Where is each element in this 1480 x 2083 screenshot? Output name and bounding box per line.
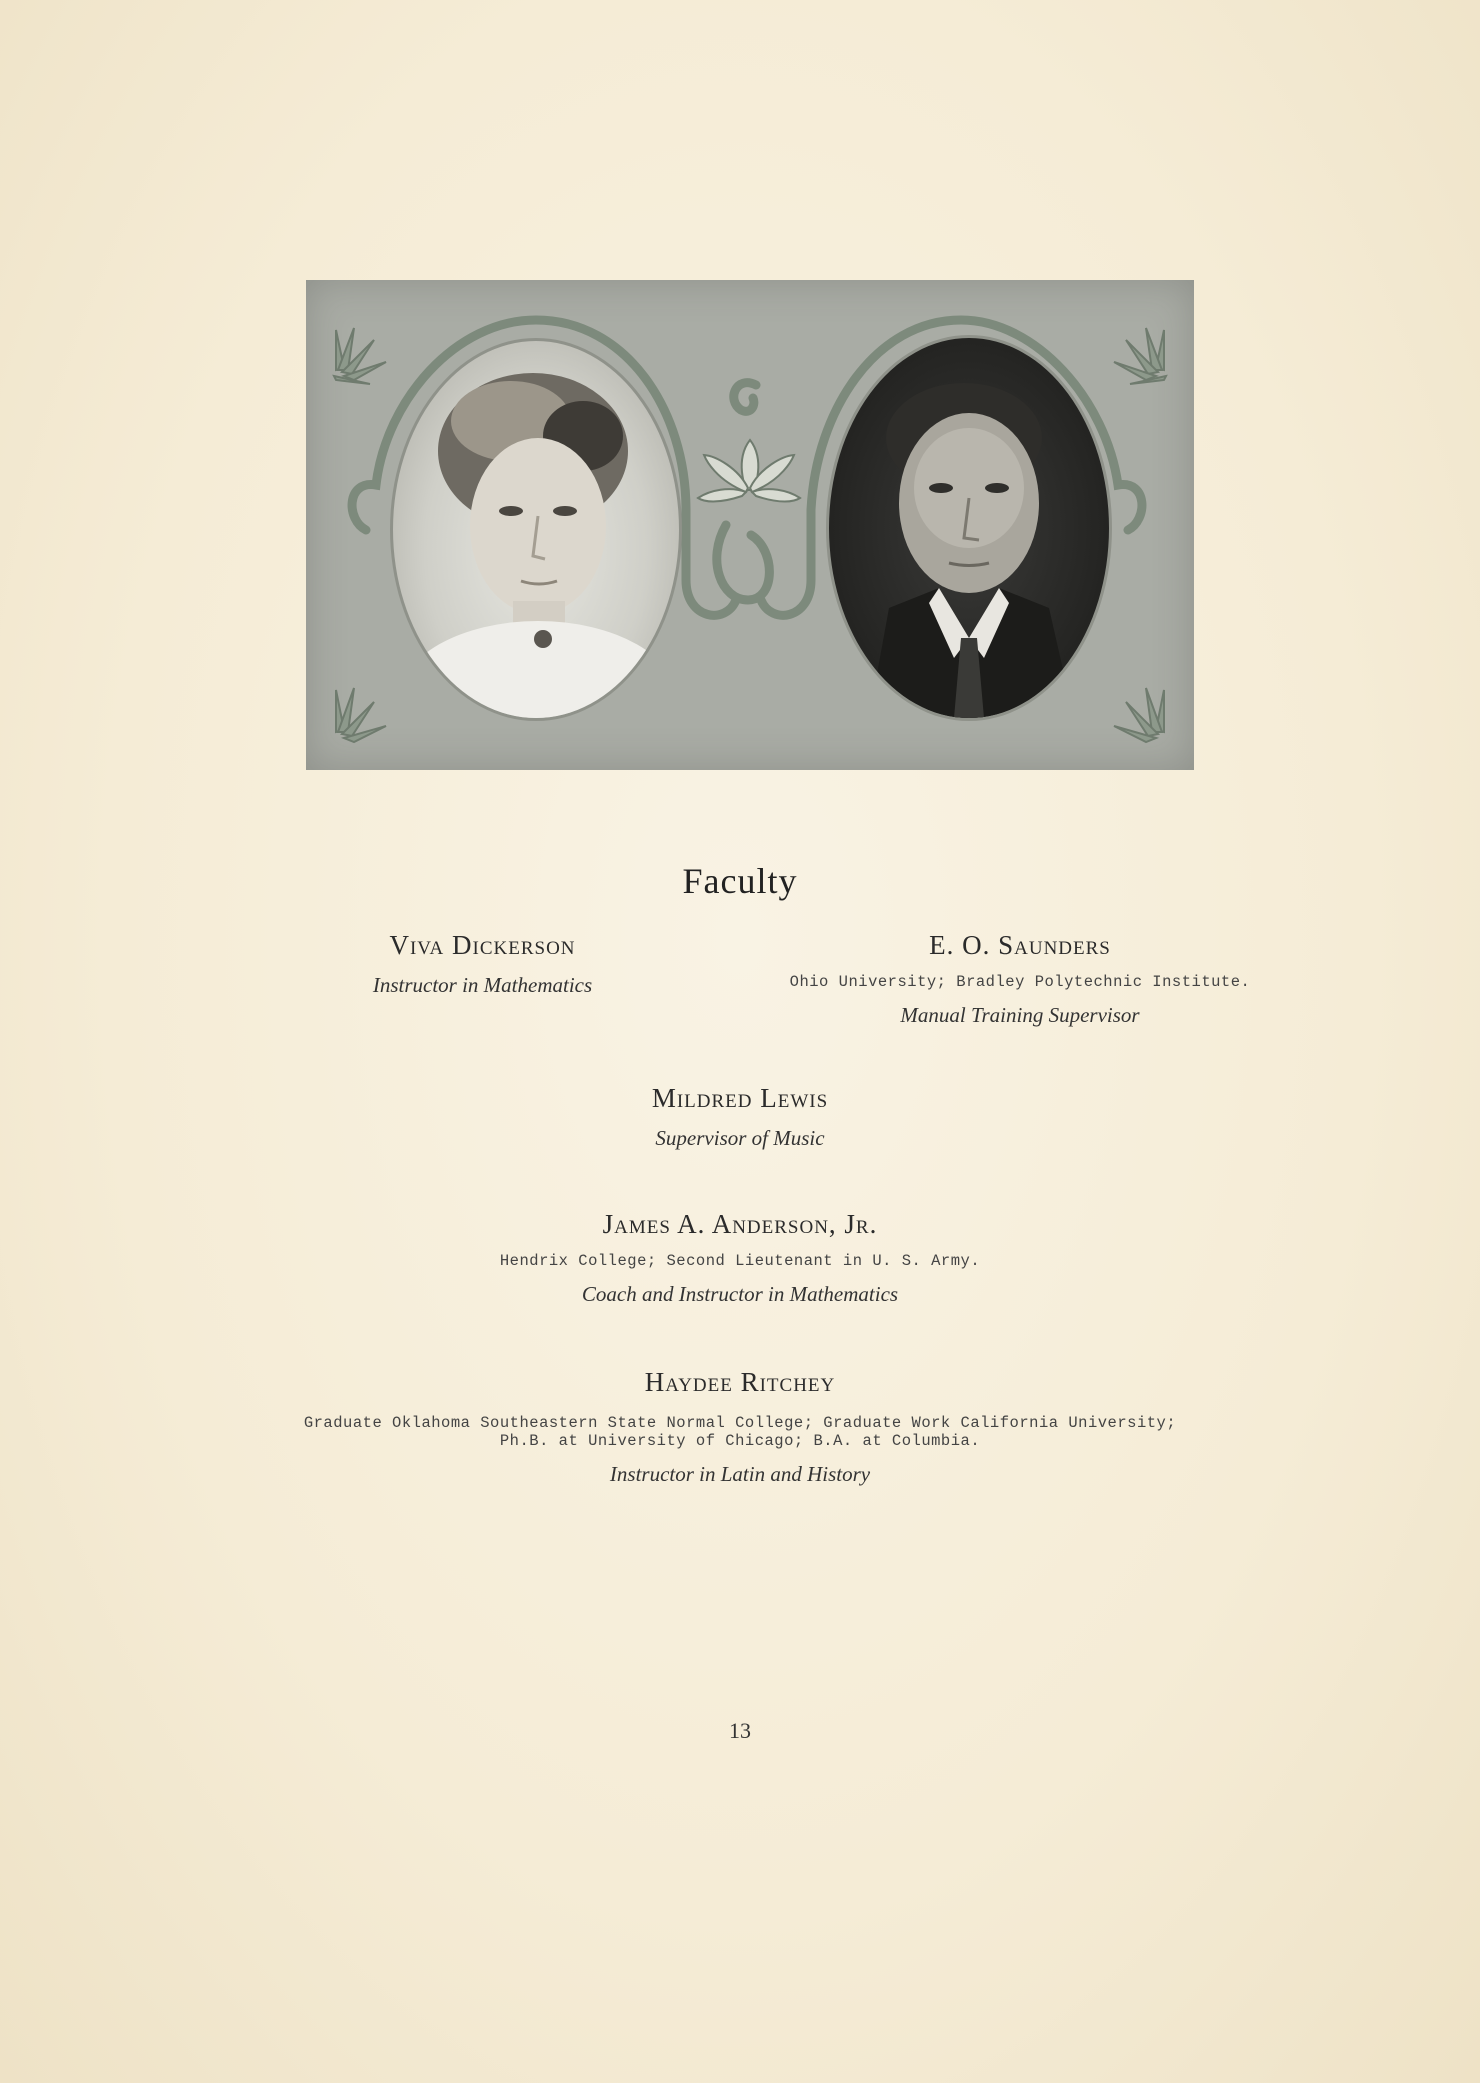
faculty-entry-ritchey — [0, 1367, 1480, 1487]
faculty-education-line2: Ph.B. at University of Chicago; B.A. at Columbia. — [499, 1432, 981, 1450]
faculty-entry-dickerson — [300, 930, 665, 998]
faculty-role: Manual Training Supervisor — [900, 1003, 1140, 1027]
faculty-role: Instructor in Latin and History — [609, 1462, 871, 1486]
portrait-woman-icon — [393, 341, 679, 718]
faculty-name: Haydee Ritchey — [644, 1367, 836, 1397]
faculty-education: Hendrix College; Second Lieutenant in U. S. Army. — [499, 1252, 981, 1270]
faculty-name: Mildred Lewis — [651, 1083, 829, 1113]
faculty-role: Supervisor of Music — [655, 1126, 825, 1150]
faculty-entry-saunders — [760, 930, 1280, 1028]
faculty-photo-plate — [306, 280, 1194, 770]
faculty-entry-anderson — [0, 1209, 1480, 1307]
faculty-name: James A. Anderson, Jr. — [602, 1209, 878, 1239]
portrait-left — [390, 338, 682, 721]
faculty-entry-lewis — [0, 1083, 1480, 1151]
faculty-role: Instructor in Mathematics — [372, 973, 593, 997]
portrait-right — [826, 335, 1112, 721]
faculty-education: Ohio University; Bradley Polytechnic Institute. — [789, 973, 1251, 991]
faculty-role: Coach and Instructor in Mathematics — [581, 1282, 899, 1306]
faculty-education-line1: Graduate Oklahoma Southeastern State Normal College; Graduate Work California University; — [303, 1414, 1177, 1432]
faculty-name: E. O. Saunders — [929, 930, 1111, 960]
faculty-name: Viva Dickerson — [389, 930, 576, 960]
portrait-man-icon — [829, 338, 1109, 718]
page-number: 13 — [729, 1718, 751, 1743]
page-title: Faculty — [682, 861, 798, 901]
